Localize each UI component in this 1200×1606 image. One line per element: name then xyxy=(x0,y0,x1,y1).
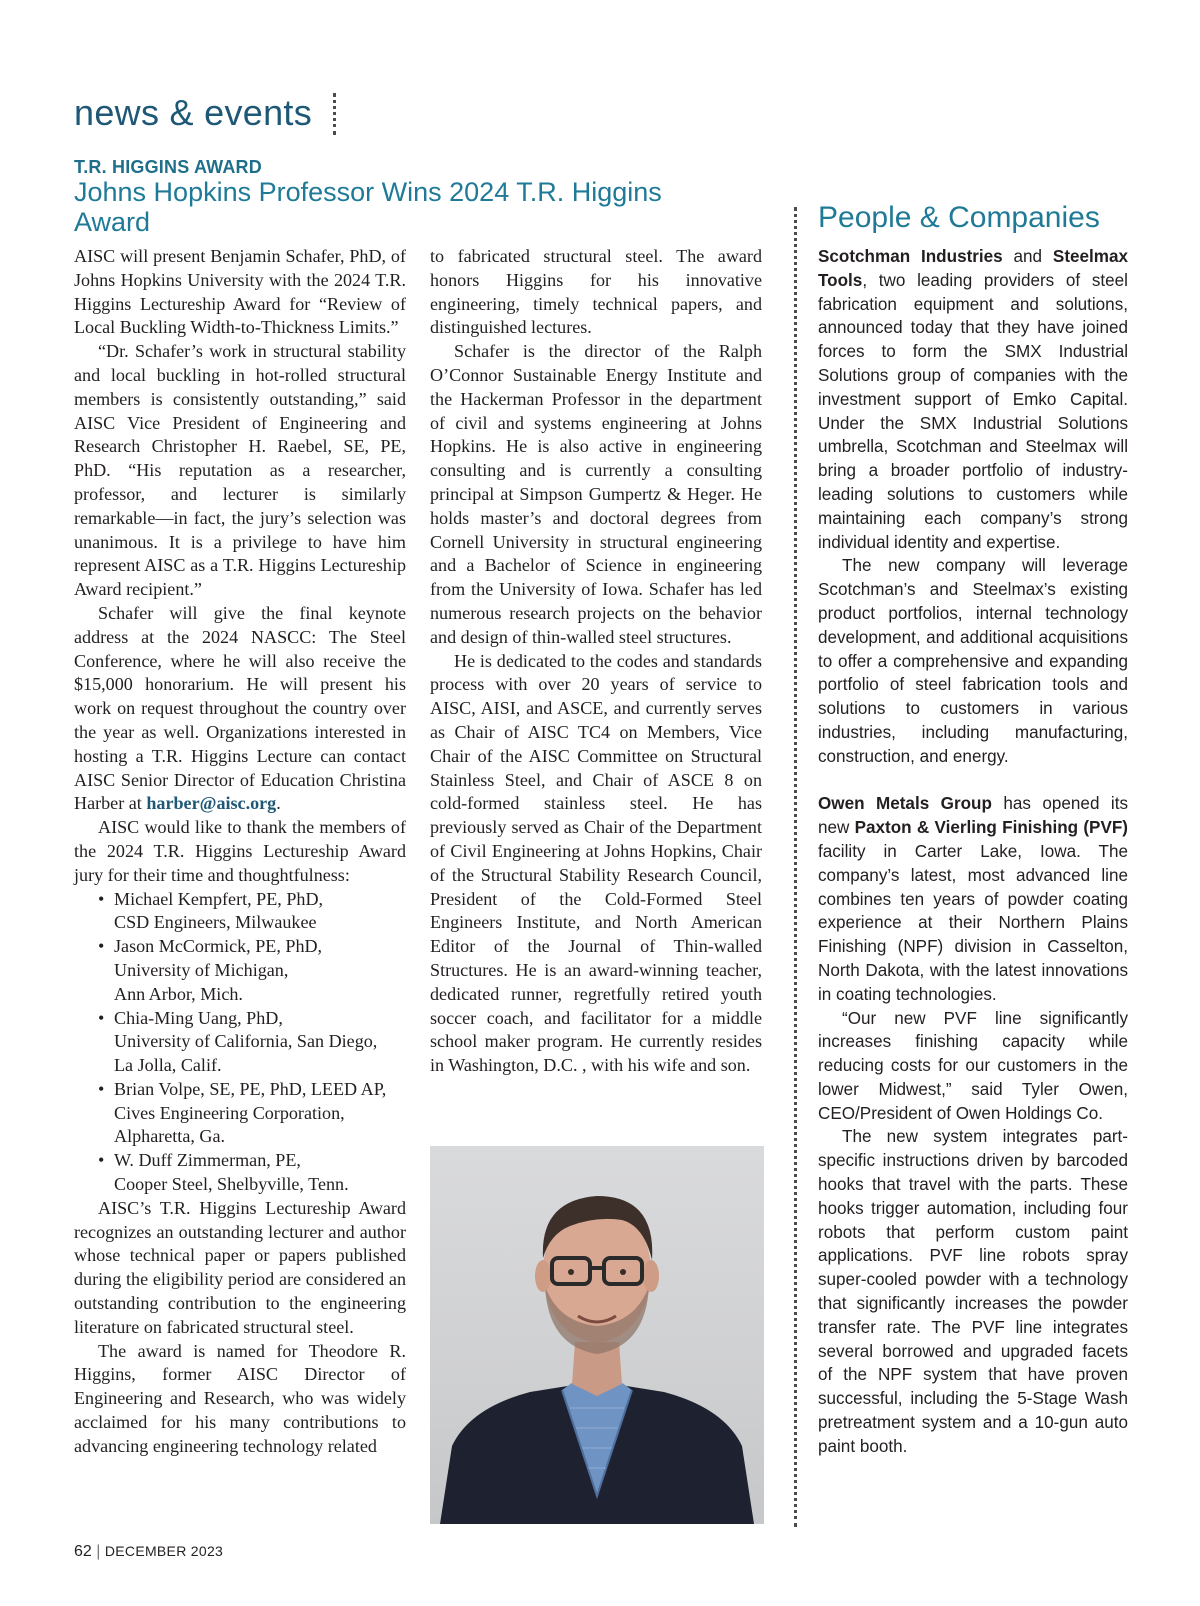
footer-separator: | xyxy=(96,1543,101,1560)
jury-name: • Chia-Ming Uang, PhD, xyxy=(114,1007,283,1028)
jury-affiliation: Cives Engineering Corporation, xyxy=(114,1102,345,1123)
paragraph: He is dedicated to the codes and standards process with over 20 years of service to AISC, AISI, and ASCE, and currently serves as Chair of AISC TC4 on Members, Vice Chair of the AISC Committee on Structural Stainless Steel, and Chair of ASCE 8 on cold-formed stainless steel. He has previously served as Chair of the Department of Civil Engineering at Johns Hopkins, Chair of the Structural Stability Research Council, President of the Cold-Formed Steel Engineers Institute, and North American Editor of the Journal of Thin-walled Structures. He is an award-winning teacher, dedicated runner, regretfully retired youth soccer coach, and facilitator for a middle school maker program. He currently resides in Washington, D.C. , with his wife and son. xyxy=(430,650,762,1076)
section-title: news & events xyxy=(74,92,313,133)
paragraph: to fabricated structural steel. The award honors Higgins for his innovative engineering, timely technical papers, and distinguished lectures. xyxy=(430,246,762,338)
company-name: Steelmax Tools xyxy=(818,247,1128,290)
page-number: 62 xyxy=(74,1543,92,1560)
list-item xyxy=(98,888,406,936)
company-name: Owen Metals Group xyxy=(818,794,992,814)
portrait-photo xyxy=(430,1146,764,1524)
list-item xyxy=(98,1078,406,1149)
page-footer xyxy=(74,1543,223,1561)
article-kicker: T.R. HIGGINS AWARD xyxy=(74,157,262,177)
paragraph xyxy=(818,245,1128,554)
jury-list xyxy=(74,888,406,1197)
facility-name: Paxton & Vierling Finishing (PVF) xyxy=(854,818,1128,838)
jury-location: Alpharetta, Ga. xyxy=(114,1126,226,1147)
paragraph-end: . xyxy=(276,793,281,814)
company-name: Scotchman Industries xyxy=(818,247,1003,266)
paragraph xyxy=(818,792,1128,1006)
paragraph-text: facility in Carter Lake, Iowa. The company’s latest, most advanced line combines ten years of powder coating experience at their Northern Plains Finishing (NPF) division in Casselton, North Dakota, with the latest innovations in coating technologies. xyxy=(818,841,1128,1004)
paragraph: The award is named for Theodore R. Higgins, former AISC Director of Engineering and Research, who was widely acclaimed for his many contributions to advancing engineering technology related xyxy=(74,1340,406,1456)
paragraph: AISC’s T.R. Higgins Lectureship Award recognizes an outstanding lecturer and author whose technical paper or papers published during the eligibility period are considered an outstanding contribution to the engineering literature on fabricated structural steel. xyxy=(74,1197,406,1337)
paragraph-text: , two leading providers of steel fabrication equipment and solutions, announced today that they have joined forces to form the SMX Industrial Solutions group of companies with the investment support of Emko Capital. Under the SMX Industrial Solutions umbrella, Scotchman and Steelmax will bring a broader portfolio of industry-leading solutions to customers while maintaining each company’s strong individual identity and expertise. xyxy=(818,270,1128,552)
email-link[interactable]: harber@aisc.org xyxy=(146,793,277,814)
people-companies-column xyxy=(818,245,1128,1459)
article-column-1 xyxy=(74,245,406,1459)
jury-name: • Michael Kempfert, PE, PhD, xyxy=(114,888,324,909)
paragraph-text: Schafer will give the final keynote address at the 2024 NASCC: The Steel Conference, where he will also receive the $15,000 honorarium. He will present his work on request throughout the country over the year as well. Organizations interested in hosting a T.R. Higgins Lecture can contact AISC Senior Director of Education Christina Harber at xyxy=(74,602,406,814)
issue-date: DECEMBER 2023 xyxy=(104,1543,224,1559)
paragraph-text: has opened its new xyxy=(818,794,1128,838)
paragraph: “Dr. Schafer’s work in structural stability and local buckling in hot-rolled structural members is consistently outstanding,” said AISC Vice President of Engineering and Research Christopher H. Raebel, SE, PE, PhD. “His reputation as a researcher, professor, and lecturer is similarly remarkable—in fact, the jury’s selection was unanimous. It is a privilege to have him represent AISC as a T.R. Higgins Lectureship Award recipient.” xyxy=(74,341,406,600)
paragraph: “Our new PVF line significantly increases finishing capacity while reducing costs for our customers in the lower Midwest,” said Tyler Owen, CEO/President of Owen Holdings Co. xyxy=(818,1008,1128,1123)
list-item xyxy=(98,1007,406,1078)
jury-name: • Jason McCormick, PE, PhD, xyxy=(114,936,323,957)
paragraph-text: and xyxy=(1002,247,1053,266)
article-headline: Johns Hopkins Professor Wins 2024 T.R. Higgins Award xyxy=(74,177,662,237)
jury-location: Ann Arbor, Mich. xyxy=(114,983,243,1004)
jury-name: • Brian Volpe, SE, PE, PhD, LEED AP, xyxy=(114,1078,387,1099)
portrait-illustration xyxy=(430,1146,764,1524)
paragraph: The new company will leverage Scotchman’s and Steelmax’s existing product portfolios, internal technology development, and additional acquisitions to offer a comprehensive and expanding portfolio of steel fabrication tools and solutions to customers in various industries, including manufacturing, construction, and energy. xyxy=(818,556,1128,766)
people-companies-title: People & Companies xyxy=(818,201,1100,234)
title-dotted-rule xyxy=(333,93,336,135)
jury-affiliation: Cooper Steel, Shelbyville, Tenn. xyxy=(114,1174,349,1195)
paragraph: AISC would like to thank the members of the 2024 T.R. Higgins Lectureship Award jury for their time and thoughtfulness: xyxy=(74,817,406,885)
list-item xyxy=(98,1149,406,1197)
jury-affiliation: University of Michigan, xyxy=(114,959,289,980)
jury-affiliation: University of California, San Diego, xyxy=(114,1031,378,1052)
column-dotted-divider xyxy=(794,207,797,1527)
paragraph: Schafer is the director of the Ralph O’Connor Sustainable Energy Institute and the Hackerman Professor in the department of civil and systems engineering at Johns Hopkins. He is also active in engineering consulting and is currently a consulting principal at Simpson Gumpertz & Heger. He holds master’s and doctoral degrees from Cornell University in structural engineering and a Bachelor of Science in engineering from the University of Iowa. Schafer has led numerous research projects on the behavior and design of thin-walled steel structures. xyxy=(430,341,762,647)
article-column-2 xyxy=(430,245,762,1078)
list-item xyxy=(98,935,406,1006)
jury-affiliation: CSD Engineers, Milwaukee xyxy=(114,912,317,933)
jury-name: • W. Duff Zimmerman, PE, xyxy=(114,1150,301,1171)
paragraph: AISC will present Benjamin Schafer, PhD, of Johns Hopkins University with the 2024 T.R. Higgins Lectureship Award for “Review of Local Buckling Width-to-Thickness Limits.” xyxy=(74,246,406,338)
paragraph: The new system integrates part-specific instructions driven by barcoded hooks that travel with the parts. These hooks trigger automation, including four robots that perform custom paint applications. PVF line robots spray super-cooled powder with a technology that significantly increases the powder transfer rate. The PVF line integrates several borrowed and upgraded facets of the NPF system that have proven successful, including the 5-Stage Wash pretreatment system and a 10-gun auto paint booth. xyxy=(818,1127,1128,1456)
jury-location: La Jolla, Calif. xyxy=(114,1055,222,1076)
paragraph xyxy=(74,602,406,816)
